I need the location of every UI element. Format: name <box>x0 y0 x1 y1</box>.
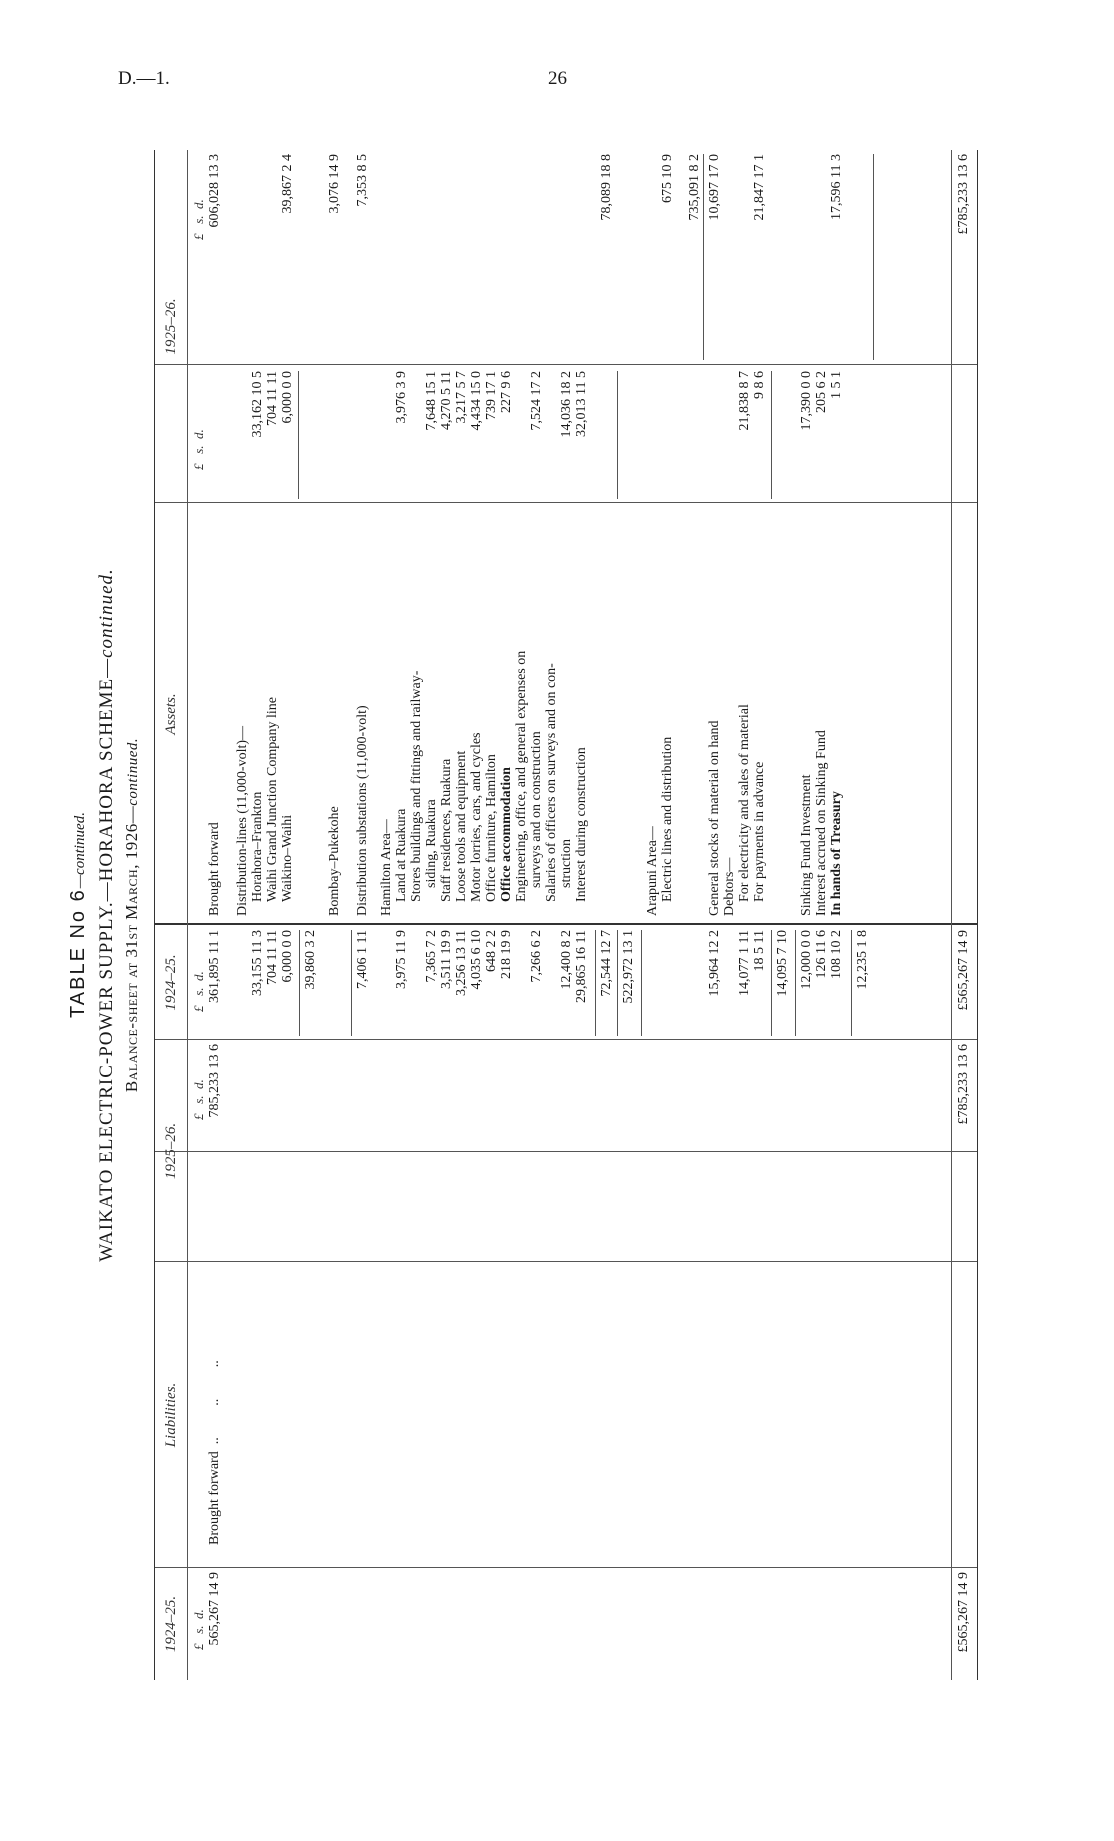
header-liab-1924: 1924–25. <box>163 1595 179 1653</box>
asset-item-1925: 1 5 1 <box>829 371 844 399</box>
asset-row-label: Waihi Grand Junction Company line <box>265 697 280 902</box>
asset-value-1924: 7,406 1 11 <box>355 930 370 989</box>
unit-heading: £ s. d. <box>191 429 206 470</box>
asset-value-1924: 704 11 11 <box>265 930 280 985</box>
asset-item-1925: 4,434 15 0 <box>469 371 484 431</box>
asset-value-1924: 522,972 13 1 <box>621 930 636 1004</box>
asset-total-1925: 78,089 18 8 <box>599 154 614 221</box>
asset-row-label: surveys and on construction <box>529 731 544 888</box>
asset-row-label: Office accommodation <box>499 767 514 902</box>
liab-total-1924: £565,267 14 9 <box>956 1572 971 1653</box>
asset-item-1925: 9 8 6 <box>752 371 767 399</box>
balance-sheet-title: Balance-sheet at 31st March, 1926—continued. <box>122 737 141 1093</box>
asset-row-label: Debtors— <box>722 857 737 916</box>
asset-value-1924: 12,400 8 2 <box>559 930 574 990</box>
asset-row-label: Horahora–Frankton <box>250 791 265 902</box>
asset-value-1924: 7,266 6 2 <box>529 930 544 983</box>
asset-item-1925: 3,217 5 7 <box>454 371 469 424</box>
header-liabilities: Liabilities. <box>163 1382 179 1448</box>
asset-total-1925: 7,353 8 5 <box>355 154 370 207</box>
asset-row-label: In hands of Treasury <box>829 791 844 916</box>
asset-item-1925: 4,270 5 11 <box>439 371 454 430</box>
asset-item-1925: 33,162 10 5 <box>250 371 265 438</box>
asset-item-1925: 205 6 2 <box>814 371 829 413</box>
liab-total-1925: £785,233 13 6 <box>956 1044 971 1125</box>
asset-row-label: Arapuni Area— <box>645 826 660 916</box>
liab-bf-1925: 785,233 13 6 <box>207 1044 222 1118</box>
asset-item-1925: 739 17 1 <box>484 371 499 420</box>
asset-row-label: Distribution substations (11,000-volt) <box>355 705 370 916</box>
asset-total-1925: 735,091 8 2 <box>687 154 702 221</box>
unit-heading: £ s. d. <box>191 199 206 240</box>
unit-heading: £ s. d. <box>191 971 206 1012</box>
asset-value-1924: 3,256 13 11 <box>454 930 469 996</box>
asset-row-label: Distribution-lines (11,000-volt)— <box>235 725 250 916</box>
asset-row-label: Land at Ruakura <box>394 808 409 902</box>
asset-total-1925: 606,028 13 3 <box>207 154 222 228</box>
balance-sheet-table <box>154 150 978 1680</box>
liab-brought-forward: Brought forward .. .. .. <box>207 1360 222 1545</box>
asset-row-label: For electricity and sales of material <box>737 704 752 902</box>
asset-row-label: Motor lorries, cars, and cycles <box>469 732 484 902</box>
asset-total-1925: 21,847 17 1 <box>752 154 767 221</box>
asset-row-label: Waikino–Waihi <box>280 814 295 902</box>
asset-row-label: Hamilton Area— <box>379 819 394 916</box>
asset-row-label: Engineering, office, and general expenses on <box>514 650 529 902</box>
asset-row-label: Brought forward <box>207 822 222 916</box>
unit-heading: £ s. d. <box>191 1079 206 1120</box>
header-assets: Assets. <box>163 693 179 735</box>
asset-value-1924: 7,365 7 2 <box>424 930 439 983</box>
asset-value-1924: 29,865 16 11 <box>574 930 589 1003</box>
asset-total-1925: 3,076 14 9 <box>327 154 342 214</box>
asset-value-1924: 4,035 6 10 <box>469 930 484 990</box>
unit-heading: £ s. d. <box>191 1609 206 1650</box>
asset-total-1925: 10,697 17 0 <box>707 154 722 221</box>
assets-total-1925: £785,233 13 6 <box>956 154 971 235</box>
asset-row-label: Salaries of officers on surveys and on con- <box>544 663 559 902</box>
asset-value-1924: 108 10 2 <box>829 930 844 979</box>
asset-row-label: Bombay–Pukekohe <box>327 806 342 916</box>
rotated-table-page <box>52 150 1012 1680</box>
page-reference: D.—1. <box>118 68 170 89</box>
asset-value-1924: 18 5 11 <box>752 930 767 972</box>
asset-item-1925: 3,976 3 9 <box>394 371 409 424</box>
asset-row-label: General stocks of material on hand <box>707 720 722 916</box>
asset-value-1924: 126 11 6 <box>814 930 829 979</box>
asset-value-1924: 3,975 11 9 <box>394 930 409 989</box>
asset-row-label: Office furniture, Hamilton <box>484 754 499 902</box>
asset-row-label: Loose tools and equipment <box>454 750 469 902</box>
asset-row-label: struction <box>559 839 574 888</box>
assets-total-1924: £565,267 14 9 <box>956 930 971 1011</box>
asset-value-1924: 648 2 2 <box>484 930 499 972</box>
header-assets-1924: 1924–25. <box>163 954 179 1011</box>
asset-value-1924: 218 19 9 <box>499 930 514 979</box>
asset-item-1925: 704 11 11 <box>265 371 280 426</box>
asset-row-label: siding, Ruakura <box>424 799 439 888</box>
asset-item-1925: 14,036 18 2 <box>559 371 574 438</box>
asset-item-1925: 6,000 0 0 <box>280 371 295 424</box>
asset-value-1924: 15,964 12 2 <box>707 930 722 997</box>
asset-value-1924: 12,000 0 0 <box>799 930 814 990</box>
table-title: TABLE No 6—continued. <box>67 812 89 1018</box>
asset-value-1924: 72,544 12 7 <box>599 930 614 997</box>
asset-item-1925: 32,013 11 5 <box>574 371 589 437</box>
asset-item-1925: 7,648 15 1 <box>424 371 439 431</box>
asset-value-1924: 14,077 1 11 <box>737 930 752 996</box>
asset-value-1924: 39,860 3 2 <box>303 930 318 990</box>
asset-row-label: Interest during construction <box>574 747 589 902</box>
liab-bf-1924: 565,267 14 9 <box>207 1572 222 1646</box>
asset-total-1925: 39,867 2 4 <box>280 154 295 214</box>
asset-item-1925: 17,390 0 0 <box>799 371 814 431</box>
asset-item-1925: 227 9 6 <box>499 371 514 413</box>
asset-item-1925: 7,524 17 2 <box>529 371 544 431</box>
asset-total-1925: 17,596 11 3 <box>829 154 844 220</box>
asset-value-1924: 361,895 11 1 <box>207 930 222 1003</box>
asset-value-1924: 33,155 11 3 <box>250 930 265 996</box>
asset-item-1925: 21,838 8 7 <box>737 371 752 431</box>
asset-value-1924: 12,235 1 8 <box>855 930 870 990</box>
asset-row-label: Sinking Fund Investment <box>799 774 814 916</box>
scheme-title: WAIKATO ELECTRIC-POWER SUPPLY.—HORAHORA SCHEME—continued. <box>96 568 117 1262</box>
asset-value-1924: 14,095 7 10 <box>775 930 790 997</box>
asset-row-label: Staff residences, Ruakura <box>439 758 454 902</box>
asset-value-1924: 6,000 0 0 <box>280 930 295 983</box>
asset-total-1925: 675 10 9 <box>660 154 675 203</box>
header-assets-1925: 1925–26. <box>163 298 179 355</box>
asset-value-1924: 3,511 19 9 <box>439 930 454 989</box>
asset-row-label: Electric lines and distribution <box>660 736 675 902</box>
page-number: 26 <box>548 68 567 89</box>
asset-row-label: Interest accrued on Sinking Fund <box>814 730 829 916</box>
asset-row-label: For payments in advance <box>752 761 767 902</box>
asset-row-label: Stores buildings and fittings and railway- <box>409 670 424 902</box>
header-liab-1925: 1925–26. <box>163 1122 179 1180</box>
